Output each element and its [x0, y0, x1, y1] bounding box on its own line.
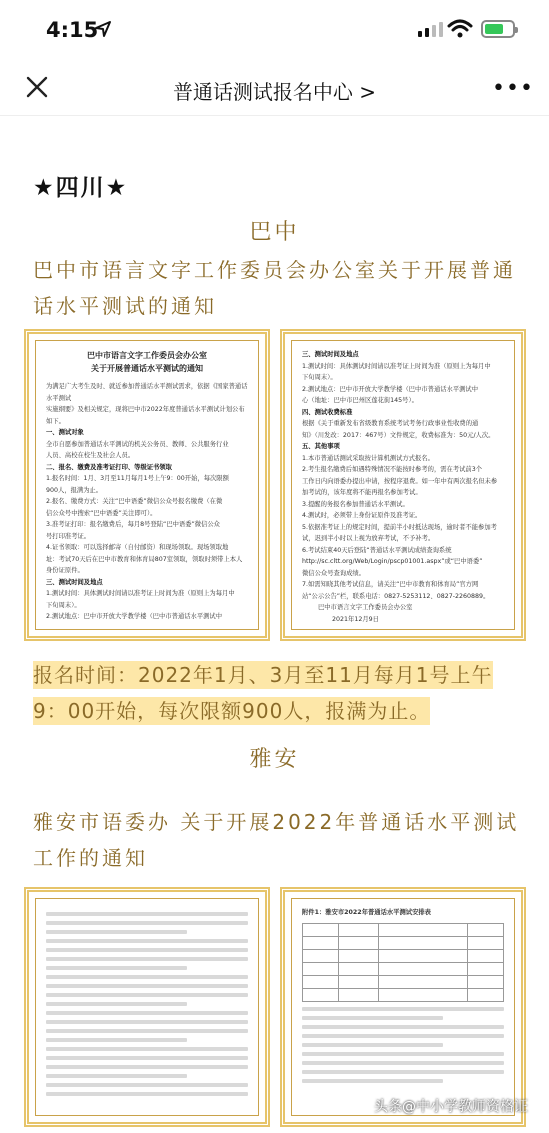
document-line: 身份证原件。	[46, 567, 84, 574]
document-line: 心（地址：巴中市巴州区莲花街145号）。	[302, 397, 418, 404]
document-line: 2.测试地点：巴中市开放大学教学楼（巴中市普通话水平测试中	[46, 613, 223, 620]
document-section-heading: 三、测试时间及地点	[302, 351, 359, 358]
notice-image-yaan-2[interactable]	[280, 887, 526, 1127]
watermark: 头条@中小学教师资格证	[374, 1099, 528, 1115]
document-line: 2.报名、缴费方式：关注“巴中语委”微信公众号报名缴费（在微	[46, 498, 223, 505]
document-line: 1.本市普通话测试采取按计算机测试方式报名。	[302, 454, 434, 462]
document-line: 信公众号中搜索“巴中语委”关注即可）。	[46, 509, 157, 517]
document-page	[35, 340, 259, 630]
document-line: 4.证书领取：可以选择邮寄（自付邮资）和现场领取。现场领取地	[46, 544, 229, 551]
more-options-icon[interactable]: •••	[492, 76, 534, 101]
document-line: 1.测试时间：具体测试时间请以准考证上时间为准（原则上为每月中	[46, 590, 235, 597]
document-title: 巴中市语言文字工作委员会办公室	[87, 351, 207, 360]
document-line: 7.如需知晓其他考试信息，请关注“巴中市教育和体育局”官方网	[302, 581, 479, 588]
document-line: 号打印准考证。	[46, 532, 91, 540]
document-line: 3.提醒的务报名参加普通话水平测试。	[302, 500, 409, 508]
document-page	[291, 340, 515, 630]
document-section-heading: 五、其他事项	[302, 443, 340, 450]
notice-image-yaan-1[interactable]	[24, 887, 270, 1127]
document-text-lines	[46, 912, 248, 1096]
document-line: 知》（川发改：2017：467号）文件规定，收费标准为：50元/人次。	[302, 431, 495, 439]
table-row	[303, 975, 504, 988]
document-line: 1.测试时间：具体测试时间请以准考证上时间为准（原则上为每月中	[302, 362, 491, 370]
status-time: 4:15	[46, 18, 99, 42]
notice-image-bazhong-2[interactable]	[280, 329, 526, 641]
nav-title[interactable]: 普通话测试报名中心 >	[172, 80, 377, 104]
document-subtitle: 关于开展普通话水平测试的通知	[91, 364, 203, 373]
document-line: 2.测试地点：巴中市开放大学教学楼（巴中市普通话水平测试中	[302, 385, 479, 393]
document-line: 1.报名时间：1月、3月至11月每月1号上午9：00开始，每次限额	[46, 475, 229, 482]
document-line: 为满足广大考生及时、就近参加普通话水平测试需求，依据《国家普通话水平测试	[46, 383, 248, 402]
city-heading-bazhong: 巴中	[249, 220, 300, 245]
document-line: 下旬周末）。	[46, 601, 81, 609]
notice-title-bazhong: 巴中市语言文字工作委员会办公室关于开展普通话水平测试的通知	[33, 258, 516, 318]
document-signature: 巴中市语言文字工作委员会办公室	[318, 604, 413, 611]
document-section-heading: 三、测试时间及地点	[46, 578, 103, 586]
document-line: 5.依据准考证上的规定时间，提前半小时抵达现场，逾时者不能参加考	[302, 523, 497, 531]
document-line: 900人，报满为止。	[46, 486, 103, 494]
document-line: 4.测试时，必须带上身份证原件及准考证。	[302, 512, 422, 519]
document-line: 工作日内向语委办提出申请，按程序退费。如一年中有两次报名但未参	[302, 477, 498, 485]
city-heading-yaan: 雅安	[249, 747, 300, 772]
document-line: 加考试的，该年度将不能再报名参加考试。	[302, 489, 422, 496]
document-line: 下旬周末）。	[302, 374, 337, 381]
document-line: 实施纲要》及相关规定，现将巴中市2022年度普通话水平测试计划公布如下。	[46, 406, 245, 425]
document-date: 2021年12月9日	[332, 615, 379, 623]
table-row	[303, 988, 504, 1001]
document-line: 根据《关于重新发布省级教育系统考试考务行政事业性收费的通	[302, 420, 479, 427]
document-body	[46, 381, 248, 623]
nav-bar	[0, 62, 549, 116]
table-row	[303, 936, 504, 949]
document-line: 全市自愿参加普通话水平测试的机关公务员、教师、公共服务行业	[46, 440, 229, 448]
document-page	[291, 898, 515, 1116]
table-row	[303, 962, 504, 975]
notice-title-yaan: 雅安市语委办 关于开展2022年普通话水平测试工作的通知	[33, 810, 520, 870]
document-line: 人员、高校在校生及社会人员。	[46, 452, 135, 459]
document-line: 址：考试70天后在巴中市教育和体育局807室领取，领取时须带上本人	[46, 555, 243, 563]
document-text-lines	[302, 1007, 504, 1083]
document-line: 站“公示公告”栏，联系电话：0827-5253112、0827-2260889。	[302, 592, 490, 600]
province-heading: ★四川★	[33, 175, 129, 201]
highlight-text: 报名时间：2022年1月、3月至11月每月1号上午9：00开始，每次限额900人，报满为止。	[33, 663, 493, 723]
registration-time-highlight	[33, 657, 523, 729]
battery-icon	[481, 20, 515, 38]
wifi-icon	[447, 18, 473, 40]
document-line: 试，迟到半小时以上视为放弃考试，不予补考。	[302, 535, 435, 542]
notice-image-bazhong-1[interactable]	[24, 329, 270, 641]
document-line: http://sc.cltt.org/Web/Login/pscp01001.aspx”或“巴中语委”	[302, 558, 483, 565]
document-title: 附件1：雅安市2022年普通话水平测试安排表	[302, 909, 431, 916]
document-line: 3.准考证打印：报名缴费后，每月8号登陆“巴中语委”微信公众	[46, 521, 220, 528]
article-content	[0, 117, 549, 1133]
document-section-heading: 一、测试对象	[46, 429, 84, 436]
document-page	[35, 898, 259, 1116]
document-section-heading: 二、报名、缴费及准考证打印、等级证书领取	[46, 463, 172, 471]
table-row	[303, 923, 504, 936]
document-line: 微信公众号查询成绩。	[302, 569, 365, 577]
table-row	[303, 949, 504, 962]
document-line: 2.考生报名缴费后如遇特殊情况不能按时参考的，需在考试前3个	[302, 466, 483, 473]
status-bar	[0, 0, 549, 62]
location-arrow-icon	[94, 20, 112, 38]
document-line: 6.考试结束40天后登陆“普通话水平测试成绩查询系统	[302, 546, 452, 554]
document-section-heading: 四、测试收费标准	[302, 408, 353, 416]
cellular-signal-icon	[418, 22, 443, 37]
schedule-table	[302, 923, 504, 1002]
